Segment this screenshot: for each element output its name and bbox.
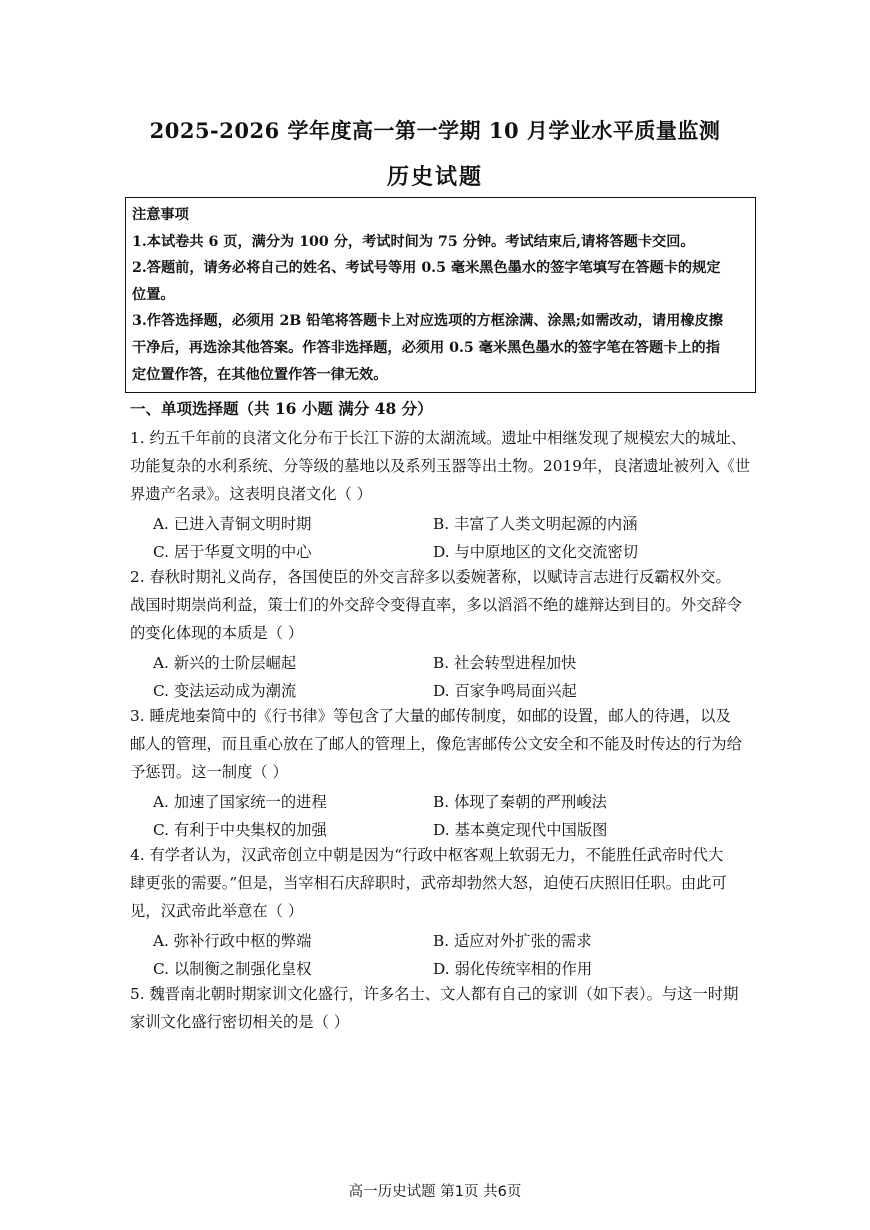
notice-line: 干净后，再选涂其他答案。作答非选择题，必须用 0.5 毫米黑色墨水的签字笔在答题卡上的指: [132, 339, 720, 356]
stem-line: 予惩罚。这一制度（ ）: [130, 763, 288, 781]
option-a: A. 新兴的士阶层崛起: [153, 654, 297, 672]
option-c: C. 居于华夏文明的中心: [153, 543, 312, 561]
option-b: B. 适应对外扩张的需求: [433, 932, 592, 950]
stem-line: 5. 魏晋南北朝时期家训文化盛行，许多名士、文人都有自己的家训（如下表）。与这一时期: [130, 985, 739, 1003]
option-d: D. 弱化传统宰相的作用: [433, 960, 593, 978]
stem-line: 肆更张的需要。”但是，当宰相石庆辞职时，武帝却勃然大怒，迫使石庆照旧任职。由此可: [130, 874, 727, 892]
notice-heading: 注意事项: [132, 207, 189, 223]
stem-line: 战国时期崇尚利益，策士们的外交辞令变得直率，多以滔滔不绝的雄辩达到目的。外交辞令: [130, 596, 742, 614]
stem-line: 邮人的管理，而且重心放在了邮人的管理上，像危害邮传公文安全和不能及时传达的行为给: [130, 735, 742, 753]
question-4-stem: [130, 841, 727, 925]
page-footer: 高一历史试题 第1页 共6页: [348, 1184, 522, 1200]
option-d: D. 基本奠定现代中国版图: [433, 821, 608, 839]
option-b: B. 丰富了人类文明起源的内涵: [433, 515, 638, 533]
stem-line: 功能复杂的水利系统、分等级的墓地以及系列玉器等出土物。2019年，良渚遗址被列入《世: [130, 457, 751, 475]
option-d: D. 百家争鸣局面兴起: [433, 682, 577, 700]
option-c: C. 变法运动成为潮流: [153, 682, 297, 700]
option-d: D. 与中原地区的文化交流密切: [433, 543, 639, 561]
option-b: B. 体现了秦朝的严刑峻法: [433, 793, 607, 811]
stem-line: 的变化体现的本质是（ ）: [130, 624, 304, 642]
section-heading: 一、单项选择题（共 16 小题 满分 48 分）: [130, 399, 433, 418]
option-c: C. 以制衡之制强化皇权: [153, 960, 312, 978]
stem-line: 界遗产名录》。这表明良渚文化（ ）: [130, 485, 372, 503]
option-a: A. 已进入青铜文明时期: [153, 515, 312, 533]
option-b: B. 社会转型进程加快: [433, 654, 577, 672]
option-a: A. 加速了国家统一的进程: [153, 793, 327, 811]
question-5-stem: [130, 980, 738, 1036]
question-3-stem: [130, 702, 742, 786]
option-c: C. 有利于中央集权的加强: [153, 821, 327, 839]
question-1-stem: [130, 424, 750, 508]
stem-line: 3. 睡虎地秦简中的《行书律》等包含了大量的邮传制度，如邮的设置，邮人的待遇，以及: [130, 707, 731, 725]
stem-line: 4. 有学者认为，汉武帝创立中朝是因为“行政中枢客观上软弱无力，不能胜任武帝时代大: [130, 846, 724, 864]
notice-box: [125, 197, 756, 393]
notice-line: 2.答题前，请务必将自己的姓名、考试号等用 0.5 毫米黑色墨水的签字笔填写在答题卡的规定: [132, 260, 721, 277]
stem-line: 见，汉武帝此举意在（ ）: [130, 902, 304, 920]
notice-line: 1.本试卷共 6 页，满分为 100 分，考试时间为 75 分钟。考试结束后,请将答题卡交回。: [132, 233, 695, 250]
exam-title: 2025-2026 学年度高一第一学期 10 月学业水平质量监测: [149, 118, 721, 143]
stem-line: 2. 春秋时期礼义尚存，各国使臣的外交言辞多以委婉著称，以赋诗言志进行反霸权外交。: [130, 568, 731, 586]
question-2-stem: [130, 563, 742, 647]
option-a: A. 弥补行政中枢的弊端: [153, 932, 312, 950]
notice-line: 位置。: [132, 286, 175, 303]
exam-subtitle: 历史试题: [386, 164, 483, 190]
stem-line: 1. 约五千年前的良渚文化分布于长江下游的太湖流域。遗址中相继发现了规模宏大的城址、: [130, 429, 747, 447]
notice-line: 3.作答选择题，必须用 2B 铅笔将答题卡上对应选项的方框涂满、涂黑;如需改动，请用橡皮擦: [132, 313, 723, 330]
notice-line: 定位置作答，在其他位置作答一律无效。: [132, 366, 388, 383]
stem-line: 家训文化盛行密切相关的是（ ）: [130, 1013, 350, 1031]
